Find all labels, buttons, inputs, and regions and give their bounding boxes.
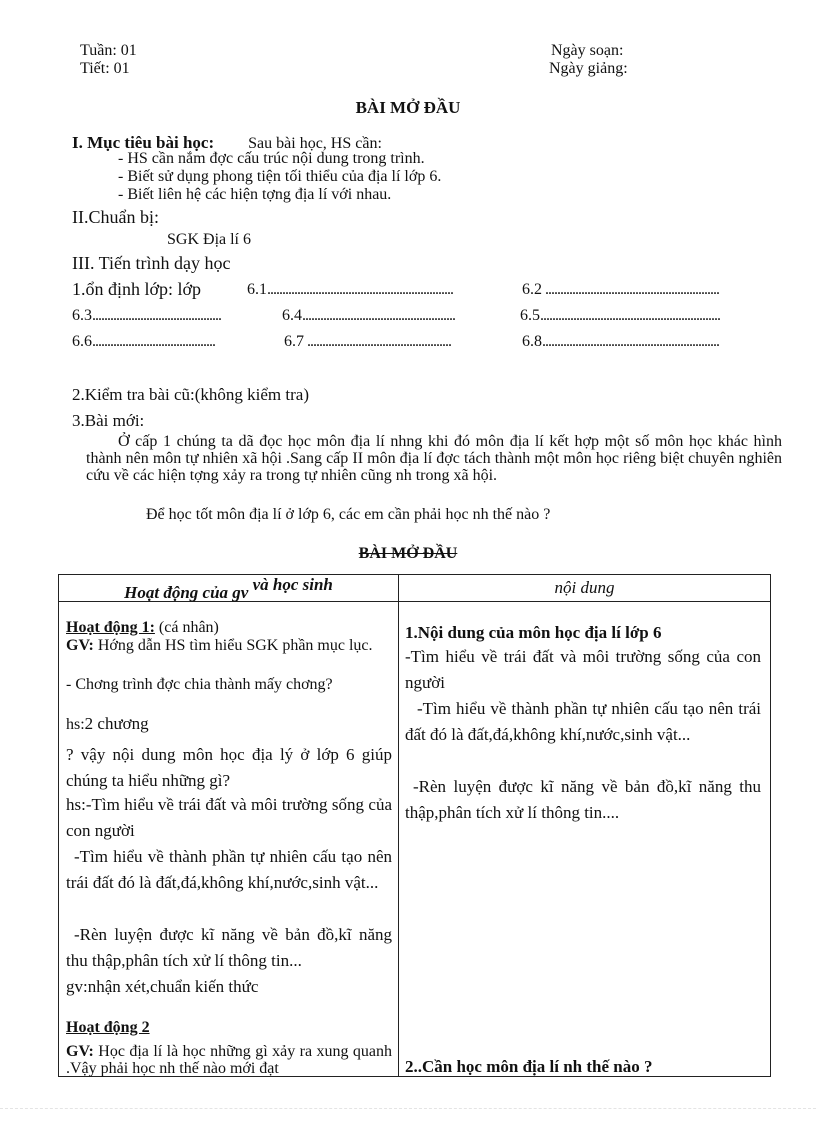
content-point-1: -Tìm hiểu về trái đất và môi trường sống của con người: [405, 647, 761, 692]
activity-1-answer-1: hs:2 chương: [66, 714, 149, 733]
intro-paragraph: Ở cấp 1 chúng ta dã đọc học môn địa lí nhng khi đó môn địa lí kết hợp một số môn học khác hình thành nên môn tự nhiên xã hội .Sang cấp II môn địa lí đợc tách thành một môn học riêng biệt chuyên nghiên cứu về các hiện tợng xảy ra trong tự nhiên cũng nh trong xã hội.: [86, 433, 782, 484]
page-title: BÀI MỞ ĐẦU: [355, 98, 461, 117]
content-cell: [399, 602, 771, 1077]
class-attendance-6-5: 6.5............................................................: [520, 307, 720, 324]
left-column-header: Hoạt động của gv và học sinh: [59, 575, 399, 602]
objective-item: - Biết sử dụng phong tiện tối thiểu của địa lí lớp 6.: [118, 168, 442, 185]
activity-1-question-2: ? vậy nội dung môn học địa lý ở lớp 6 giúp chúng ta hiểu những gì?: [66, 745, 392, 790]
objectives-heading: I. Mục tiêu bài học:: [72, 133, 215, 152]
week-label: Tuần: 01: [80, 42, 137, 59]
activity-1-conclusion: gv:nhận xét,chuẩn kiến thức: [66, 977, 259, 996]
activities-cell: [59, 602, 399, 1077]
preparation-item: SGK Địa lí 6: [167, 231, 251, 248]
table-header-row: [59, 575, 771, 602]
activity-1-answer-3: -Tìm hiểu về thành phần tự nhiên cấu tạo nên trái đất đó là đất,đá,không khí,nước,sinh vật...: [66, 847, 392, 892]
activity-1-answer-4: -Rèn luyện được kĩ năng về bản đồ,kĩ năng thu thập,phân tích xử lí thông tin...: [66, 925, 392, 970]
content-point-2: -Tìm hiểu về thành phần tự nhiên cấu tạo nên trái đất đó là đất,đá,không khí,nước,sinh vật...: [405, 699, 761, 744]
table-row: [59, 602, 771, 1077]
new-lesson-heading: 3.Bài mới:: [72, 411, 145, 430]
class-attendance-6-6: 6.6.........................................: [72, 333, 215, 350]
activity-1-answer-2: hs:-Tìm hiểu về trái đất và môi trường sống của con người: [66, 795, 392, 840]
activity-1-title: Hoạt động 1: (cá nhân): [66, 619, 219, 636]
class-attendance-6-8: 6.8...........................................................: [522, 333, 719, 350]
activity-1-question-1: - Chơng trình đợc chia thành mấy chơng?: [66, 676, 333, 693]
page-bottom-divider: [0, 1108, 816, 1109]
content-heading-1: 1.Nội dung của môn học địa lí lớp 6: [405, 623, 662, 642]
lesson-table: [58, 574, 771, 1077]
teach-date-label: Ngày giảng:: [549, 60, 628, 77]
activity-1-gv-instruction: GV: Hớng dẫn HS tìm hiểu SGK phần mục lục.: [66, 637, 373, 654]
class-attendance-6-1: 6.1..............................................................: [247, 281, 453, 298]
lesson-question: Để học tốt môn địa lí ở lớp 6, các em cần phải học nh thế nào ?: [146, 506, 551, 523]
objective-item: - Biết liên hệ các hiện tợng địa lí với nhau.: [118, 186, 392, 203]
class-attendance-6-2: 6.2 ..........................................................: [522, 281, 719, 298]
prep-date-label: Ngày soạn:: [551, 42, 624, 59]
objectives-intro: Sau bài học, HS cần:: [248, 135, 382, 152]
class-attendance-6-3: 6.3...........................................: [72, 307, 221, 324]
preparation-heading: II.Chuẩn bị:: [72, 207, 159, 227]
activity-2-title: Hoạt động 2: [66, 1019, 150, 1036]
section-title: BÀI MỞ ĐẦU: [358, 545, 458, 562]
class-label: 1.ổn định lớp: lớp: [72, 279, 202, 299]
process-heading: III. Tiến trình dạy học: [72, 253, 231, 273]
content-point-3: -Rèn luyện được kĩ năng về bản đồ,kĩ năng thu thập,phân tích xử lí thông tin....: [405, 777, 761, 822]
class-attendance-6-4: 6.4...................................................: [282, 307, 455, 324]
check-old-lesson: 2.Kiểm tra bài cũ:(không kiểm tra): [72, 385, 309, 404]
period-label: Tiết: 01: [80, 60, 130, 77]
right-column-header: nội dung: [399, 575, 771, 602]
objective-item: - HS cần nắm đợc cấu trúc nội dung trong trình.: [118, 150, 425, 167]
activity-2-gv-instruction: GV: Học địa lí là học những gì xảy ra xung quanh .Vậy phải học nh thế nào mới đạt: [66, 1043, 392, 1077]
class-attendance-6-7: 6.7 ................................................: [284, 333, 451, 350]
content-heading-2: 2..Cần học môn địa lí nh thế nào ?: [405, 1057, 653, 1076]
